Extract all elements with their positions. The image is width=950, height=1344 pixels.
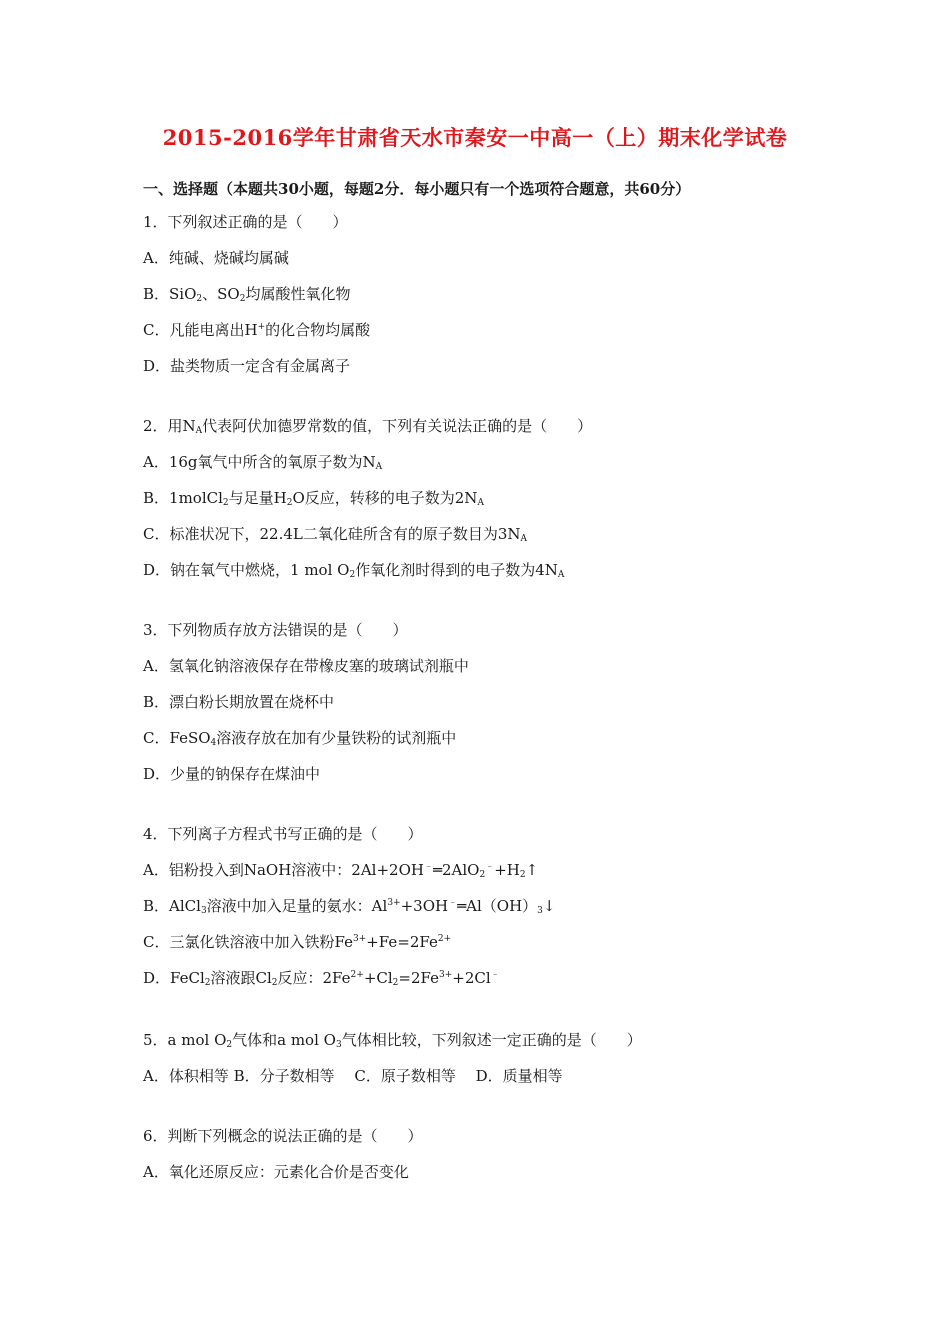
q3-stem: 3．下列物质存放方法错误的是（ ） — [143, 621, 408, 639]
q4-option-a: A．铝粉投入到NaOH溶液中：$2Al+2OH^﹣═2AlO_2^﹣+H_2↑$ — [143, 861, 539, 880]
q6-option-a: A．氧化还原反应：元素化合价是否变化 — [143, 1163, 409, 1181]
q2-stem: 2．用$N_A$代表阿伏加德罗常数的值，下列有关说法正确的是（ ） — [143, 417, 593, 436]
q3-option-c: C．FeSO$_4$溶液存放在加有少量铁粉的试剂瓶中 — [143, 729, 457, 748]
page-title: 2015-2016学年甘肃省天水市秦安一中高一（上）期末化学试卷 — [162, 125, 788, 150]
q4-option-d: D．FeCl$_2$溶液跟$Cl_2$反应：$2Fe^{2+}+Cl_2=2Fe^{3+}+2Cl^﹣$ — [143, 969, 500, 988]
q1-option-a: A．纯碱、烧碱均属碱 — [143, 249, 289, 267]
section-heading: 一、选择题（本题共30小题，每题2分．每小题只有一个选项符合题意，共60分） — [143, 180, 691, 198]
q3-option-b: B．漂白粉长期放置在烧杯中 — [143, 693, 335, 711]
q1-option-d: D．盐类物质一定含有金属离子 — [143, 357, 351, 375]
q1-option-c: C．凡能电离出H+的化合物均属酸 — [143, 321, 371, 339]
q4-option-c: C．三氯化铁溶液中加入铁粉$Fe^{3+}+Fe=2Fe^{2+}$ — [143, 933, 452, 951]
q2-option-c: C．标准状况下，22.4L二氧化硅所含有的原子数目为$3N_A$ — [143, 525, 528, 544]
q1-option-b: B．SiO$_2$、$SO_2$均属酸性氧化物 — [143, 285, 351, 304]
q2-option-b: B．1molCl$_2$与足量$H_2O$反应，转移的电子数为$2N_A$ — [143, 489, 484, 508]
q2-option-a: A．16g氧气中所含的氧原子数为$N_A$ — [143, 453, 383, 472]
q5-stem: 5．a mol $O_2$气体和a mol $O_3$气体相比较，下列叙述一定正确的是（ ） — [143, 1031, 642, 1050]
q4-option-b: B．AlCl$_3$溶液中加入足量的氨水：$Al^{3+}+3OH^﹣═Al(OH)_3↓$ — [143, 897, 556, 916]
q1-stem: 1．下列叙述正确的是（ ） — [143, 213, 348, 231]
q5-options: A．体积相等 B．分子数相等 C．原子数相等 D．质量相等 — [143, 1067, 563, 1085]
q2-option-d: D．钠在氧气中燃烧，1 mol $O_2$作氧化剂时得到的电子数为$4N_A$ — [143, 561, 565, 580]
q3-option-d: D．少量的钠保存在煤油中 — [143, 765, 321, 783]
q6-stem: 6．判断下列概念的说法正确的是（ ） — [143, 1127, 423, 1145]
q4-stem: 4．下列离子方程式书写正确的是（ ） — [143, 825, 423, 843]
q3-option-a: A．氢氧化钠溶液保存在带橡皮塞的玻璃试剂瓶中 — [143, 657, 469, 675]
